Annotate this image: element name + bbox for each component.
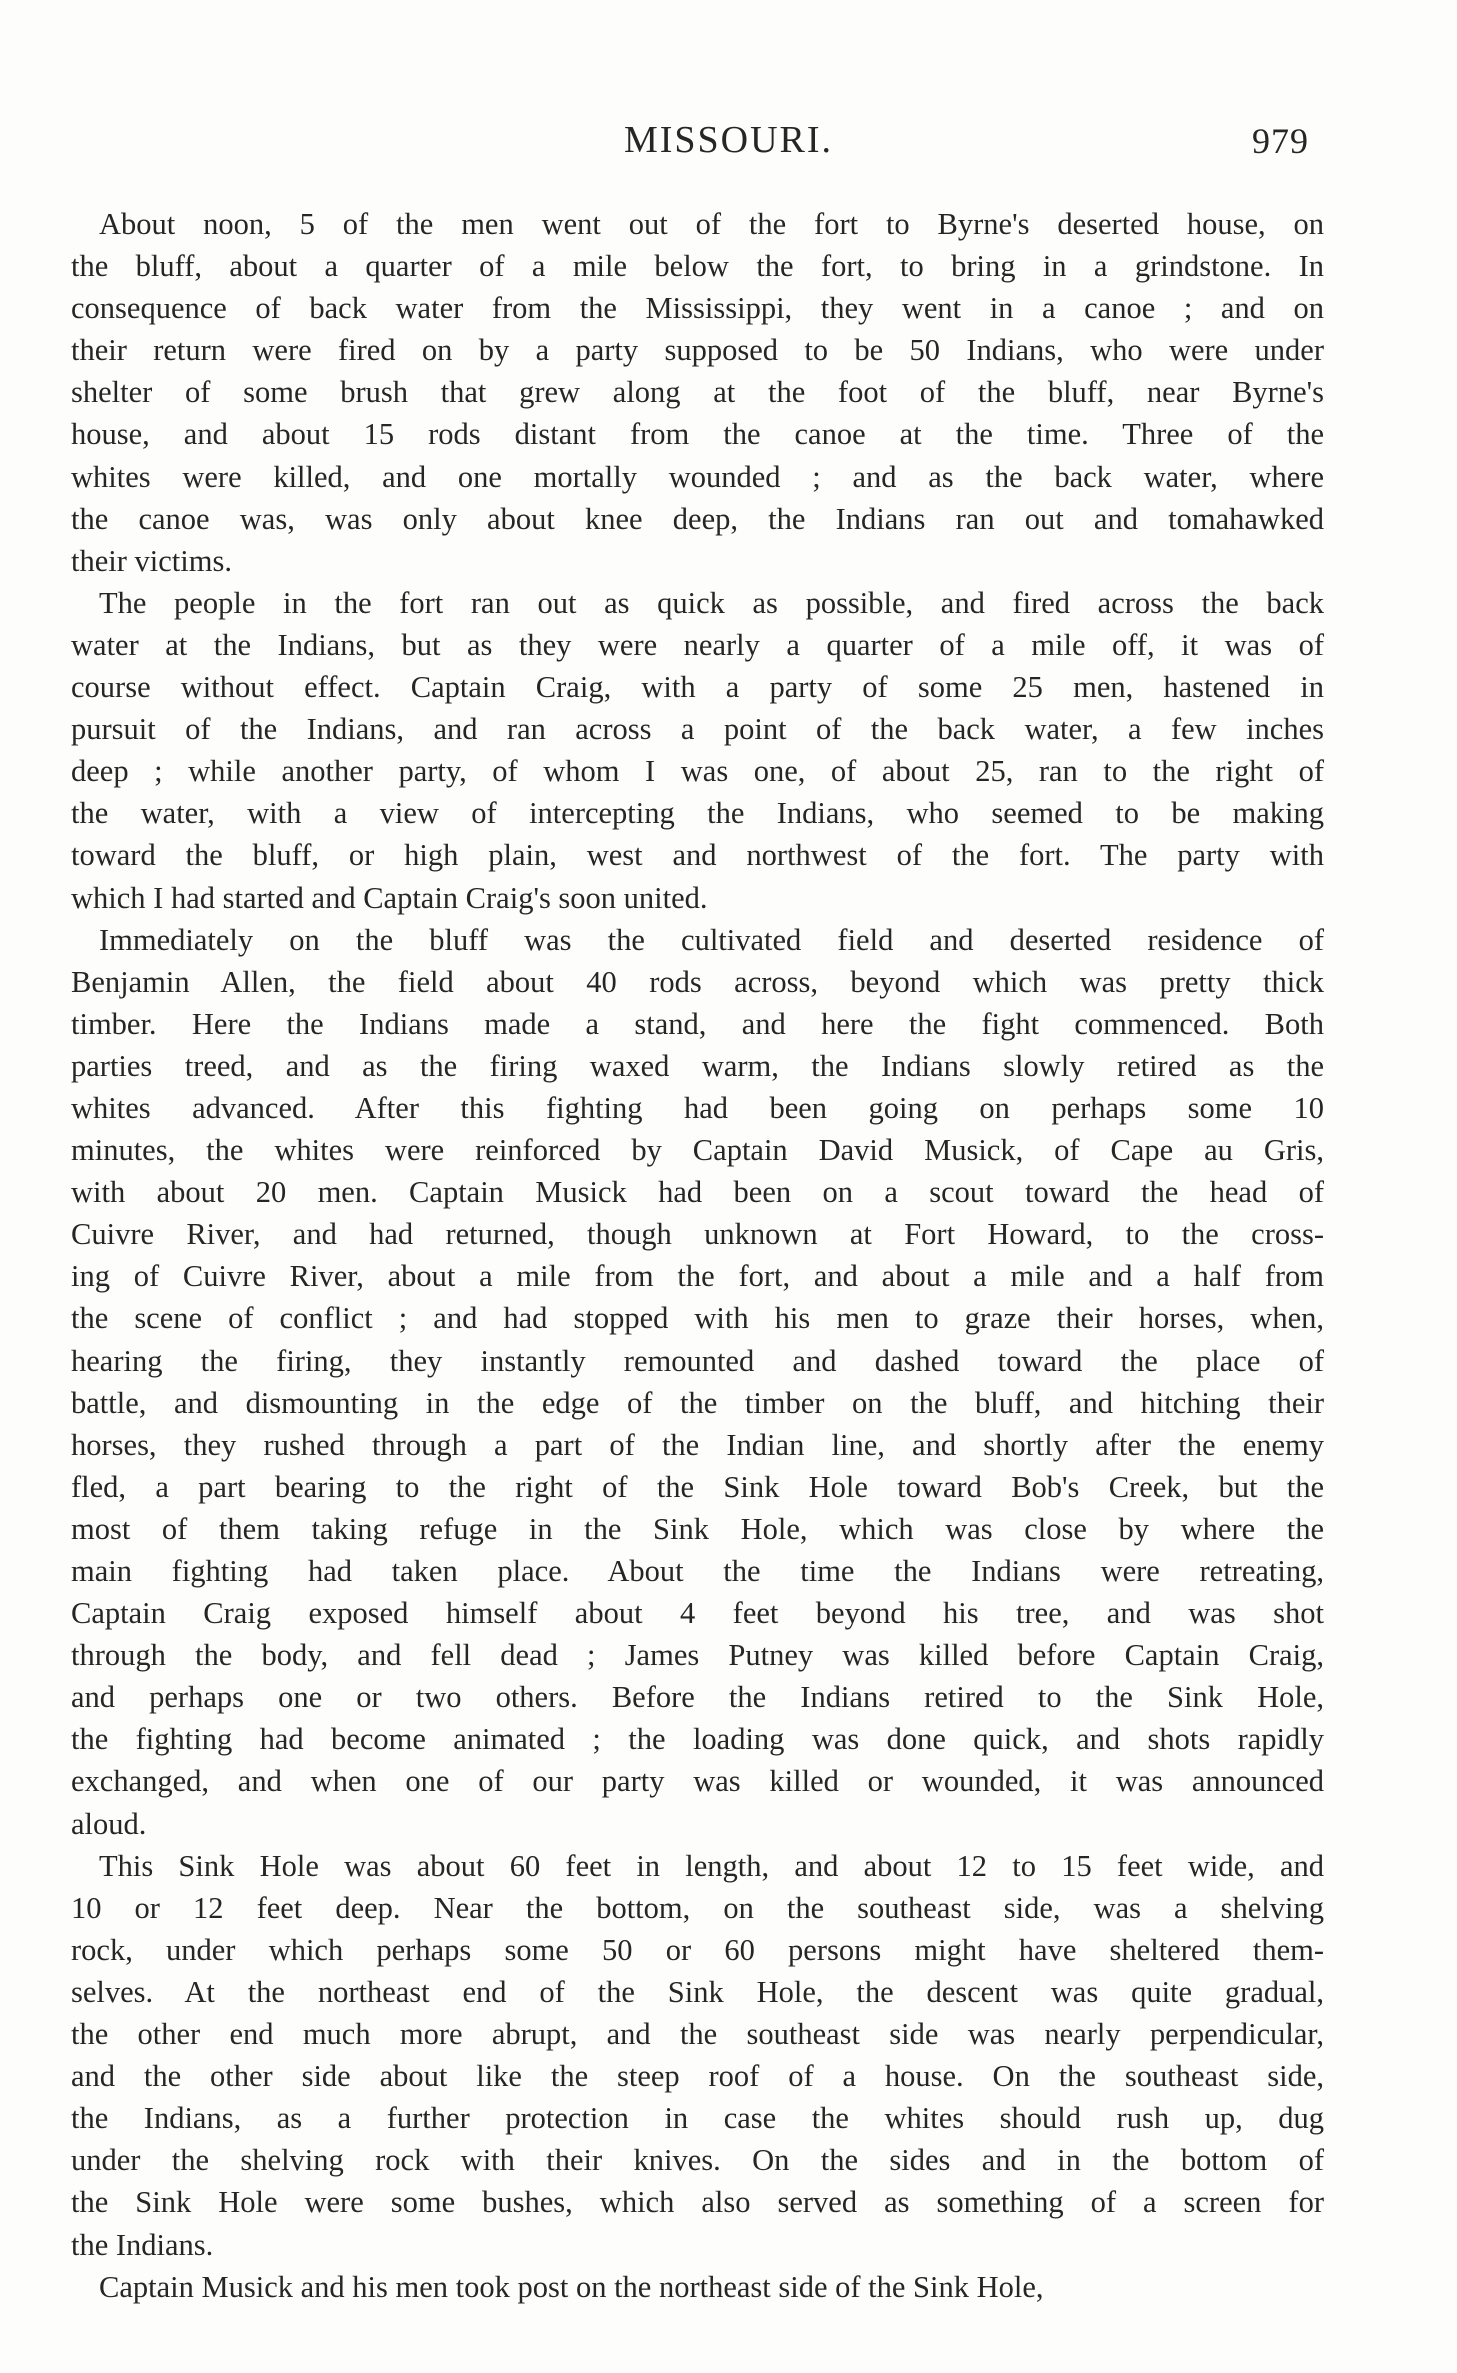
text-line: toward the bluff, or high plain, west and northwest of the fort. The party with	[71, 838, 1324, 873]
text-line: Captain Craig exposed himself about 4 feet beyond his tree, and was shot	[71, 1596, 1324, 1631]
text-line: the fighting had become animated ; the loading was done quick, and shots rapidly	[71, 1722, 1324, 1757]
text-line: through the body, and fell dead ; James Putney was killed before Captain Craig,	[71, 1638, 1324, 1673]
text-line: 10 or 12 feet deep. Near the bottom, on the southeast side, was a shelving	[71, 1890, 1324, 1925]
text-line: the bluff, about a quarter of a mile below the fort, to bring in a grindstone. In	[71, 249, 1324, 284]
text-line: their return were fired on by a party supposed to be 50 Indians, who were under	[71, 333, 1324, 368]
text-line: and the other side about like the steep roof of a house. On the southeast side,	[71, 2059, 1324, 2094]
paragraph	[71, 2266, 1324, 2308]
text-line: deep ; while another party, of whom I was one, of about 25, ran to the right of	[71, 754, 1324, 789]
text-line: which I had started and Captain Craig's soon united.	[71, 880, 708, 915]
text-line: the Indians, as a further protection in case the whites should rush up, dug	[71, 2101, 1324, 2136]
text-line: Captain Musick and his men took post on the northeast side of the Sink Hole,	[99, 2269, 1044, 2304]
paragraph	[71, 582, 1324, 919]
text-line: Cuivre River, and had returned, though unknown at Fort Howard, to the cross-	[71, 1217, 1324, 1252]
text-line: About noon, 5 of the men went out of the fort to Byrne's deserted house, on	[99, 207, 1324, 241]
paragraph	[71, 1845, 1324, 2266]
text-line: horses, they rushed through a part of the Indian line, and shortly after the enemy	[71, 1427, 1324, 1462]
text-line: shelter of some brush that grew along at the foot of the bluff, near Byrne's	[71, 375, 1324, 410]
text-line: battle, and dismounting in the edge of the timber on the bluff, and hitching their	[71, 1385, 1324, 1420]
text-line: water at the Indians, but as they were nearly a quarter of a mile off, it was of	[71, 627, 1324, 662]
text-line: under the shelving rock with their knives. On the sides and in the bottom of	[71, 2143, 1324, 2178]
text-line: Immediately on the bluff was the cultivated field and deserted residence of	[99, 922, 1324, 957]
text-line: fled, a part bearing to the right of the Sink Hole toward Bob's Creek, but the	[71, 1469, 1324, 1504]
text-line: exchanged, and when one of our party was killed or wounded, it was announced	[71, 1764, 1324, 1799]
paragraph	[71, 203, 1324, 582]
text-line: the Sink Hole were some bushes, which also served as something of a screen for	[71, 2185, 1324, 2220]
text-line: the scene of conflict ; and had stopped with his men to graze their horses, when,	[71, 1301, 1324, 1336]
text-line: and perhaps one or two others. Before the Indians retired to the Sink Hole,	[71, 1680, 1324, 1715]
text-line: the Indians.	[71, 2227, 214, 2262]
text-line: The people in the fort ran out as quick as possible, and fired across the back	[99, 585, 1324, 620]
text-line: the water, with a view of intercepting the Indians, who seemed to be making	[71, 796, 1324, 831]
text-line: rock, under which perhaps some 50 or 60 persons might have sheltered them-	[71, 1932, 1324, 1967]
page-number: 979	[1252, 121, 1309, 161]
text-line: consequence of back water from the Mississippi, they went in a canoe ; and on	[71, 291, 1324, 326]
running-head	[0, 118, 1457, 168]
text-line: pursuit of the Indians, and ran across a point of the back water, a few inches	[71, 712, 1324, 747]
text-line: aloud.	[71, 1806, 147, 1841]
body-text	[71, 203, 1324, 2308]
text-line: house, and about 15 rods distant from the canoe at the time. Three of the	[71, 417, 1324, 452]
text-line: ing of Cuivre River, about a mile from the fort, and about a mile and a half from	[71, 1259, 1324, 1294]
text-line: hearing the firing, they instantly remounted and dashed toward the place of	[71, 1343, 1324, 1378]
text-line: with about 20 men. Captain Musick had been on a scout toward the head of	[71, 1175, 1324, 1210]
text-line: the other end much more abrupt, and the southeast side was nearly perpendicular,	[71, 2017, 1324, 2052]
text-line: This Sink Hole was about 60 feet in length, and about 12 to 15 feet wide, and	[99, 1848, 1324, 1883]
text-line: Benjamin Allen, the field about 40 rods across, beyond which was pretty thick	[71, 964, 1324, 999]
text-line: main fighting had taken place. About the time the Indians were retreating,	[71, 1554, 1324, 1588]
text-line: their victims.	[71, 543, 232, 578]
text-line: parties treed, and as the firing waxed warm, the Indians slowly retired as the	[71, 1048, 1324, 1083]
text-line: the canoe was, was only about knee deep, the Indians ran out and tomahawked	[71, 501, 1324, 536]
text-line: whites advanced. After this fighting had been going on perhaps some 10	[71, 1090, 1324, 1125]
text-line: course without effect. Captain Craig, with a party of some 25 men, hastened in	[71, 670, 1324, 705]
running-title: MISSOURI.	[623, 119, 834, 161]
text-line: minutes, the whites were reinforced by Captain David Musick, of Cape au Gris,	[71, 1133, 1324, 1168]
text-line: timber. Here the Indians made a stand, and here the fight commenced. Both	[71, 1006, 1324, 1041]
text-line: selves. At the northeast end of the Sink Hole, the descent was quite gradual,	[71, 1974, 1324, 2009]
text-line: whites were killed, and one mortally wounded ; and as the back water, where	[71, 459, 1324, 494]
text-line: most of them taking refuge in the Sink Hole, which was close by where the	[71, 1511, 1324, 1546]
paragraph	[71, 919, 1324, 1845]
